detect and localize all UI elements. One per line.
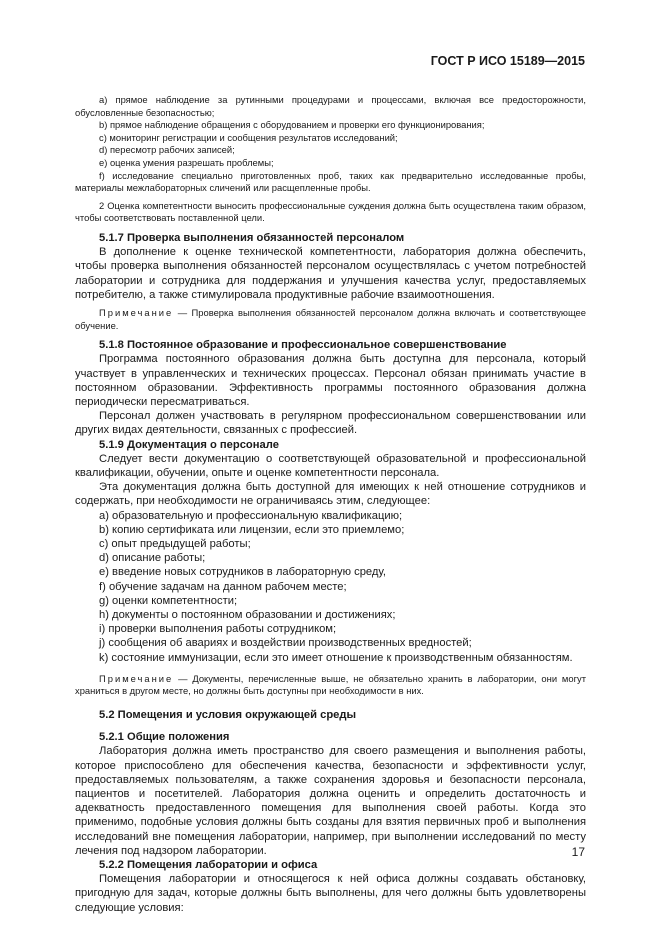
page-number: 17 — [571, 845, 585, 859]
section-5-1-9-paragraph-1: Следует вести документацию о соответствующей образовательной и профессиональной квалификации, обучении, опыте и оценке компетентности персонала. — [75, 452, 586, 479]
note-2: 2 Оценка компетентности выносить профессиональные суждения должна быть осуществлена таким образом, чтобы соответствовать поставленной цели. — [75, 199, 586, 224]
section-5-1-8-paragraph-1: Программа постоянного образования должна быть доступна для персонала, который участвует в управленческих и технических процессах. Персонал обязан принимать участие в постоянном образовании. Эффективность программы постоянного образования должна периодически пересматриваться. — [75, 353, 586, 408]
section-5-1-8-heading: 5.1.8 Постоянное образование и профессиональное совершенствование — [99, 339, 507, 352]
list-item: k) состояние иммунизации, если это имеет отношение к производственным обязанностям. — [99, 651, 573, 664]
section-5-2-2-paragraph: Помещения лаборатории и относящегося к ней офиса должны создавать обстановку, пригодную для задач, которые должны быть выполнены, для чего должны быть удовлетворены следующие условия: — [75, 873, 586, 914]
list-item: e) введение новых сотрудников в лабораторную среду, — [99, 566, 387, 579]
list-item: f) исследование специально приготовленных проб, таких как предварительно исследованные пробы, материалы межлабораторных сличений или расщепленные пробы. — [75, 169, 586, 194]
section-5-1-7-note — [75, 307, 586, 332]
section-5-2-heading: 5.2 Помещения и условия окружающей среды — [99, 709, 357, 721]
section-5-2-1-heading: 5.2.1 Общие положения — [99, 731, 230, 744]
list-item: c) мониторинг регистрации и сообщения результатов исследований; — [99, 131, 398, 143]
section-5-2-2-heading: 5.2.2 Помещения лаборатории и офиса — [99, 859, 318, 872]
section-5-1-9-note — [75, 673, 586, 698]
note-text: — Проверка выполнения обязанностей персоналом должна включать и соответствующее обучение. — [75, 306, 586, 331]
list-item: h) документы о постоянном образовании и достижениях; — [99, 609, 396, 621]
list-item: a) прямое наблюдение за рутинными процедурами и процессами, включая все предосторожности, обусловленные безопасностью; — [75, 94, 586, 118]
list-item: j) сообщения об авариях и воздействии производственных вредностей; — [99, 637, 472, 650]
section-5-1-9-paragraph-2: Эта документация должна быть доступной для имеющих к ней отношение сотрудников и содержать, при необходимости не ограничиваясь этим, следующее: — [75, 481, 586, 508]
list-item: b) копию сертификата или лицензии, если это приемлемо; — [99, 523, 405, 536]
note-label: Примечание — [99, 672, 174, 684]
list-item: i) проверки выполнения работы сотрудником; — [99, 623, 337, 636]
list-item: a) образовательную и профессиональную квалификацию; — [99, 509, 403, 522]
standard-header: ГОСТ Р ИСО 15189—2015 — [430, 54, 585, 68]
list-item: c) опыт предыдущей работы; — [99, 537, 251, 550]
section-5-2-1-paragraph: Лаборатория должна иметь пространство для своего размещения и выполнения работы, которое приспособлено для обеспечения качества, безопасности и эффективности услуг, предоставляемых пользователям, а также сохранения здоровья и безопасности персонала, пациентов и посетителей. Лаборатория должна оценить и определить достаточность и адекватность предоставленного помещения для выполнения своей работы. Когда это применимо, подобные условия должны быть созданы для взятия первичных проб и выполнения исследований вне помещения лаборатории, например, при выполнении исследований по месту лечения под надзором лаборатории. — [75, 745, 586, 857]
list-item: d) описание работы; — [99, 552, 206, 565]
list-item: g) оценки компетентности; — [99, 594, 238, 607]
page-content — [75, 94, 586, 915]
note-text: — Документы, перечисленные выше, не обязательно хранить в лаборатории, они могут храниться в другом месте, но должны быть доступны при необходимости в них. — [75, 672, 586, 697]
section-5-1-8-paragraph-2: Персонал должен участвовать в регулярном профессиональном совершенствовании или других видах деятельности, связанных с профессией. — [75, 410, 586, 437]
list-item: f) обучение задачам на данном рабочем месте; — [99, 580, 347, 593]
section-5-1-9-heading: 5.1.9 Документация о персонале — [99, 438, 279, 451]
list-item: e) оценка умения разрешать проблемы; — [99, 156, 274, 168]
section-5-1-7-heading: 5.1.7 Проверка выполнения обязанностей персоналом — [99, 231, 405, 244]
list-item: b) прямое наблюдение обращения с оборудованием и проверки его функционирования; — [99, 119, 485, 131]
note-label: Примечание — [99, 306, 174, 318]
section-5-1-7-paragraph: В дополнение к оценке технической компетентности, лаборатория должна обеспечить, чтобы проверка выполнения обязанностей персоналом осуществлялась с учетом потребностей лаборатории и сотрудника для поддержания и улучшения качества услуг, предоставляемых потребителю, а также стимулировала продуктивные рабочие взаимоотношения. — [75, 246, 586, 301]
list-item: d) пересмотр рабочих записей; — [99, 144, 235, 156]
